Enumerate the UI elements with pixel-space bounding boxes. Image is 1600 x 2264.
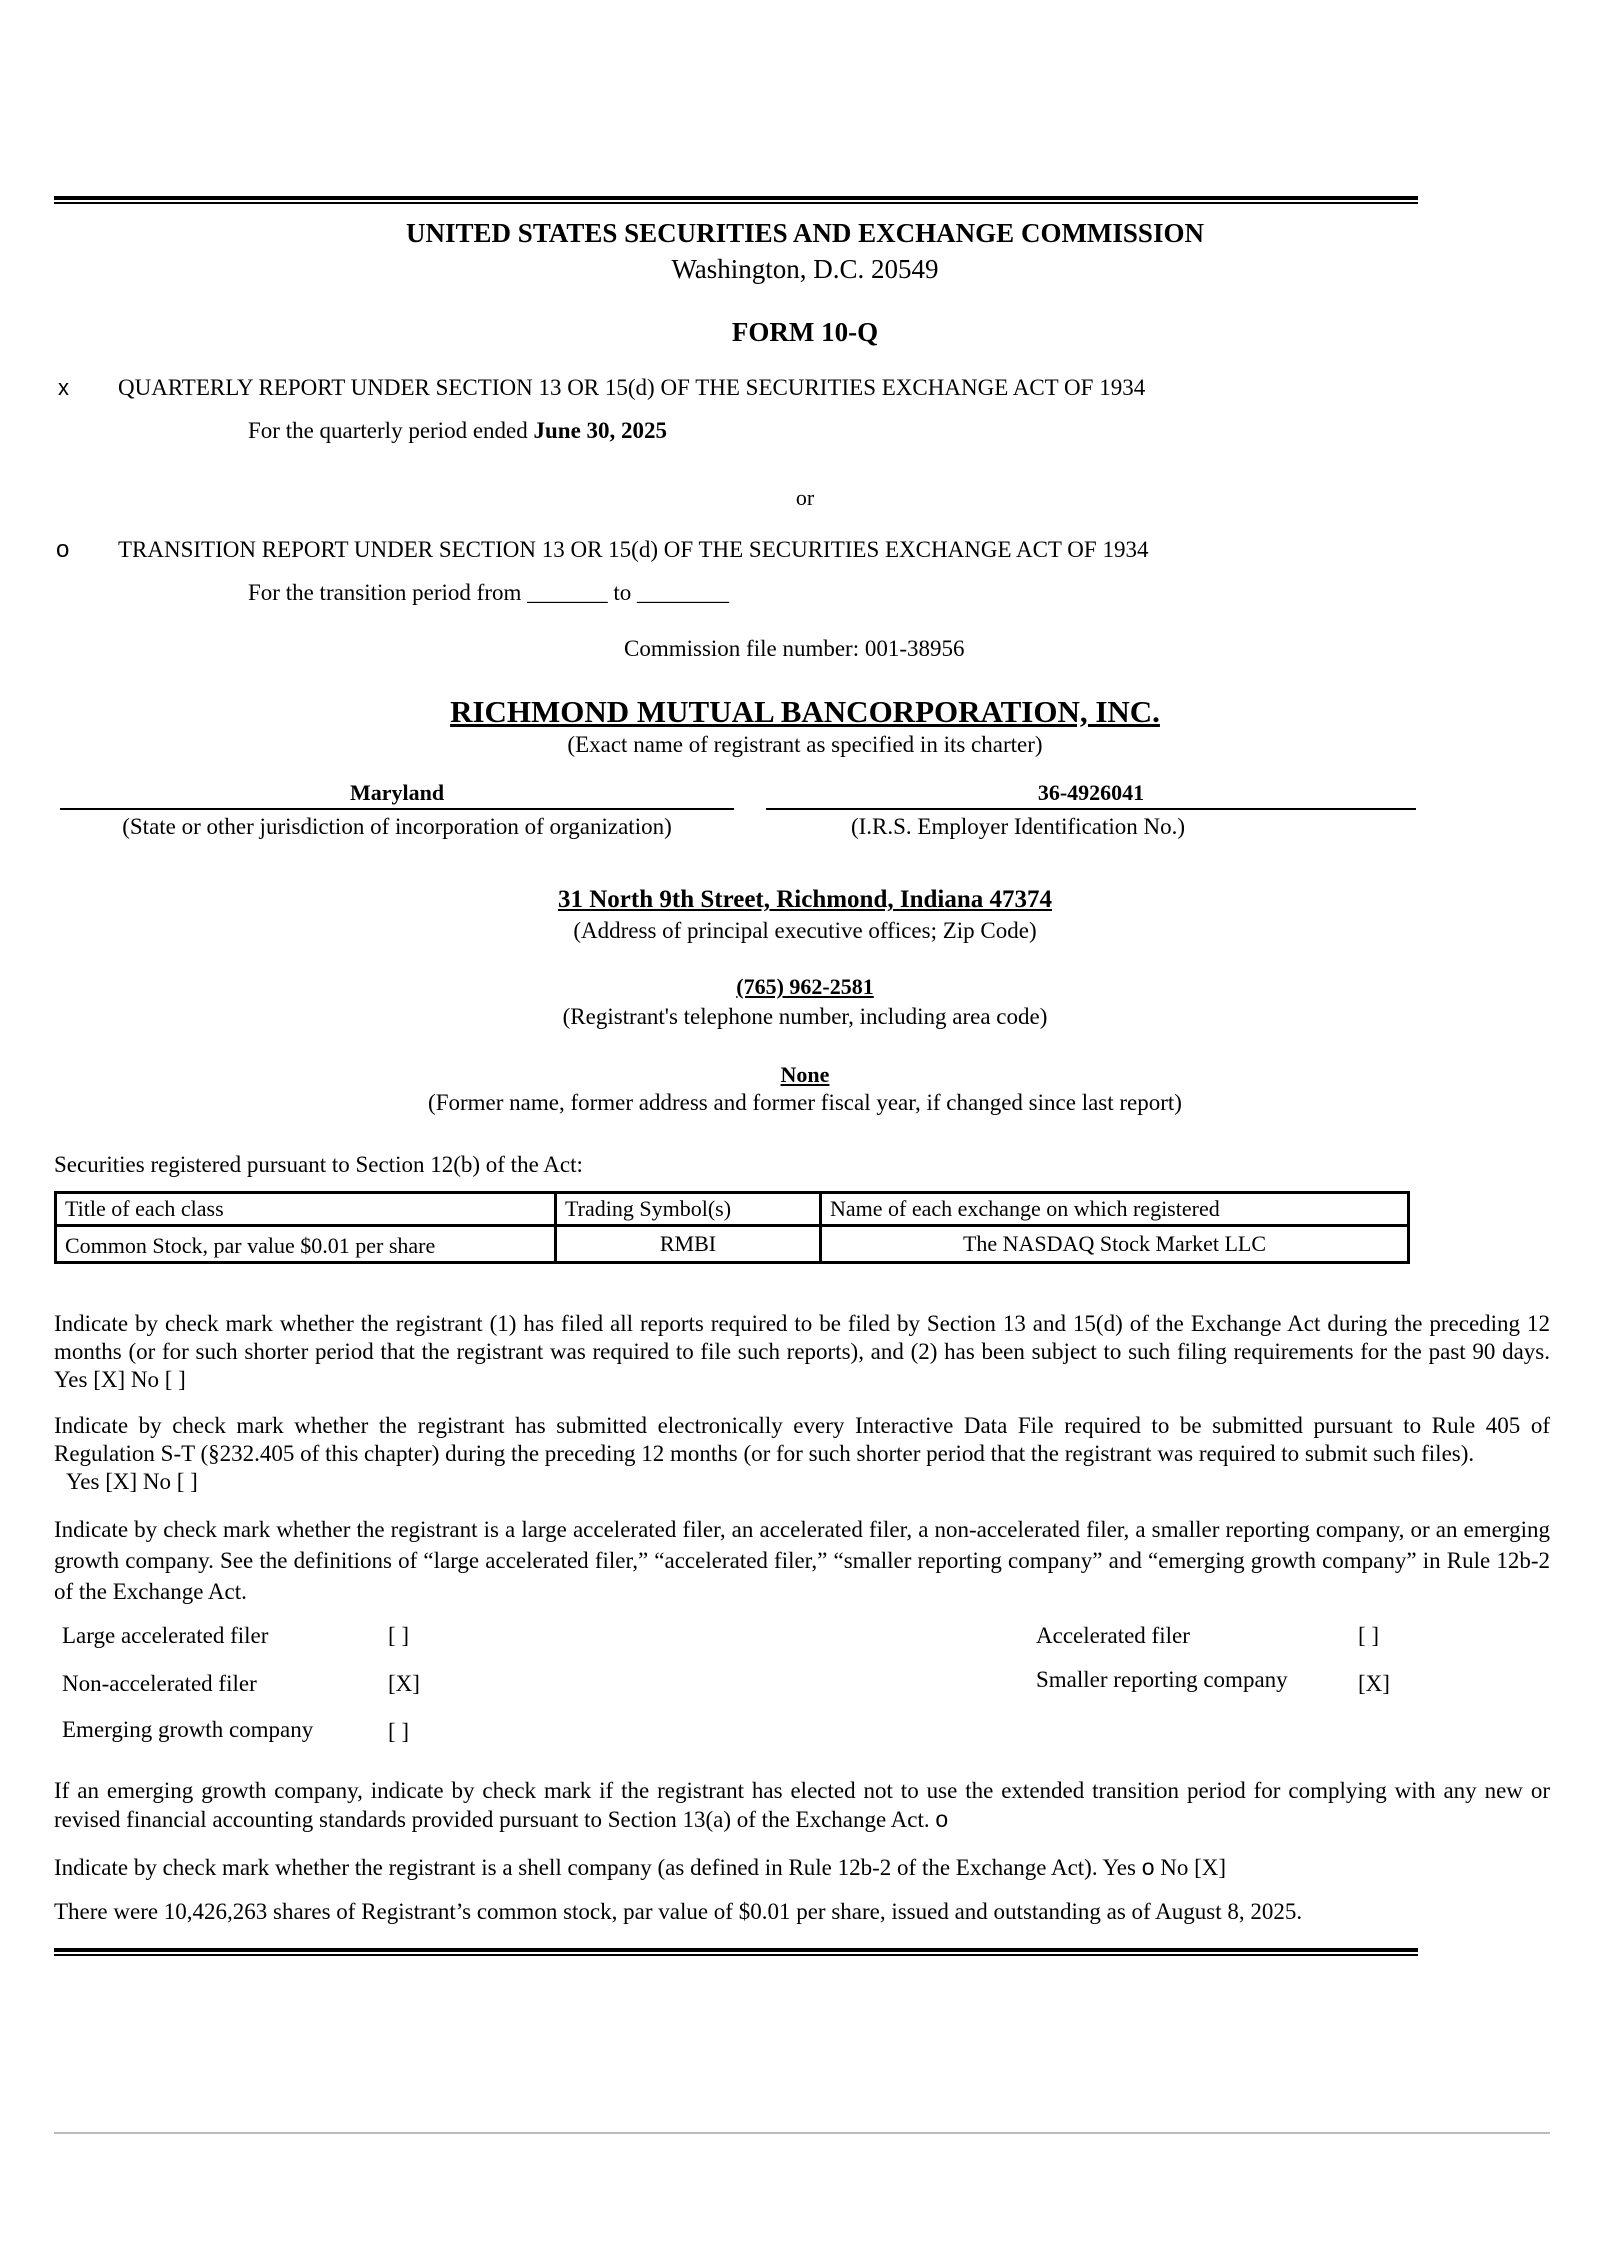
ein-caption: (I.R.S. Employer Identification No.) bbox=[850, 814, 1186, 839]
paragraph-shell-company-text: Indicate by check mark whether the registrant is a shell company (as defined in Rule 12b-2 of the Exchange Act). Yes bbox=[54, 1855, 1136, 1880]
agency-city: Washington, D.C. 20549 bbox=[671, 254, 939, 284]
quarterly-period bbox=[248, 418, 667, 444]
agency-title: UNITED STATES SECURITIES AND EXCHANGE COMMISSION bbox=[406, 218, 1204, 248]
phone-value: (765) 962-2581 bbox=[736, 974, 874, 999]
quarterly-report-label: QUARTERLY REPORT UNDER SECTION 13 OR 15(d) OF THE SECURITIES EXCHANGE ACT OF 1934 bbox=[118, 375, 1146, 400]
transition-period: For the transition period from _______ to ________ bbox=[248, 580, 730, 605]
paragraph-shell-company bbox=[54, 1854, 1226, 1881]
paragraph-shares-outstanding: There were 10,426,263 shares of Registrant’s common stock, par value of $0.01 per share, issued and outstanding as of August 8, 2025. bbox=[54, 1899, 1303, 1924]
bottom-double-rule bbox=[54, 1948, 1418, 1956]
quarterly-period-date: June 30, 2025 bbox=[533, 418, 668, 443]
address-value: 31 North 9th Street, Richmond, Indiana 47374 bbox=[557, 886, 1053, 913]
former-name-value: None bbox=[780, 1062, 830, 1087]
table-header-cell: Name of each exchange on which registered bbox=[821, 1193, 1409, 1226]
address-caption: (Address of principal executive offices; Zip Code) bbox=[573, 918, 1037, 943]
quarterly-period-prefix: For the quarterly period ended bbox=[248, 418, 528, 443]
state-value: Maryland bbox=[349, 780, 445, 805]
table-cell: Common Stock, par value $0.01 per share bbox=[56, 1226, 556, 1263]
smaller-reporting-label: Smaller reporting company bbox=[1036, 1667, 1288, 1692]
table-header-row bbox=[56, 1193, 1409, 1226]
shell-company-yes-mark: o bbox=[1141, 1854, 1155, 1880]
ein-value: 36-4926041 bbox=[1037, 780, 1145, 805]
securities-intro: Securities registered pursuant to Section 12(b) of the Act: bbox=[54, 1152, 583, 1177]
paragraph-reports-filed: Indicate by check mark whether the registrant (1) has filed all reports required to be filed by Section 13 and 15(d) of the Exchange Act during the preceding 12 months (or for such shorter period that the registrant was required to file such reports), and (2) has been subject to such filing requirements for the past 90 days. Yes [X] No [ ] bbox=[54, 1311, 1550, 1392]
ein-underline bbox=[766, 808, 1416, 810]
former-name-caption: (Former name, former address and former fiscal year, if changed since last report) bbox=[428, 1090, 1182, 1115]
top-double-rule bbox=[54, 196, 1418, 204]
transition-checkbox-mark: o bbox=[56, 536, 70, 563]
non-accelerated-filer-checkbox: [X] bbox=[388, 1671, 420, 1696]
or-separator: or bbox=[795, 485, 815, 510]
registrant-name: RICHMOND MUTUAL BANCORPORATION, INC. bbox=[450, 694, 1160, 729]
table-row bbox=[56, 1226, 1409, 1263]
table-header-cell: Title of each class bbox=[56, 1193, 556, 1226]
paragraph-filer-status: Indicate by check mark whether the registrant is a large accelerated filer, an accelerated filer, a non-accelerated filer, a smaller reporting company, or an emerging growth company. See the definitions of “large accelerated filer,” “accelerated filer,” “smaller reporting company” and “emerging growth company” in Rule 12b-2 of the Exchange Act. bbox=[54, 1517, 1550, 1604]
smaller-reporting-checkbox: [X] bbox=[1358, 1671, 1390, 1696]
accelerated-filer-label: Accelerated filer bbox=[1036, 1623, 1190, 1648]
paragraph-extended-transition-text: If an emerging growth company, indicate by check mark if the registrant has elected not to use the extended transition period for complying with any new or revised financial accounting standards provided pursuant to Section 13(a) of the Exchange Act. bbox=[54, 1778, 1550, 1832]
large-accelerated-filer-checkbox: [ ] bbox=[388, 1623, 410, 1648]
page-footer-rule bbox=[54, 2132, 1550, 2134]
form-title: FORM 10-Q bbox=[731, 317, 879, 347]
paragraph-interactive-data-text: Indicate by check mark whether the registrant has submitted electronically every Interactive Data File required to be submitted pursuant to Rule 405 of Regulation S-T (§232.405 of this chapter) during the preceding 12 months (or for such shorter period that the registrant was required to submit such files). bbox=[54, 1413, 1550, 1466]
large-accelerated-filer-label: Large accelerated filer bbox=[62, 1623, 269, 1648]
accelerated-filer-checkbox: [ ] bbox=[1358, 1623, 1380, 1648]
phone-caption: (Registrant's telephone number, including area code) bbox=[562, 1004, 1048, 1029]
registrant-name-caption: (Exact name of registrant as specified in its charter) bbox=[567, 732, 1043, 757]
table-cell: RMBI bbox=[556, 1226, 821, 1263]
transition-report-label: TRANSITION REPORT UNDER SECTION 13 OR 15(d) OF THE SECURITIES EXCHANGE ACT OF 1934 bbox=[118, 537, 1149, 562]
securities-table bbox=[54, 1191, 1410, 1264]
extended-transition-mark: o bbox=[935, 1806, 949, 1832]
table-cell: The NASDAQ Stock Market LLC bbox=[821, 1226, 1409, 1263]
quarterly-checkbox-mark: x bbox=[58, 375, 69, 400]
paragraph-extended-transition bbox=[54, 1776, 1550, 1834]
non-accelerated-filer-label: Non-accelerated filer bbox=[62, 1671, 257, 1696]
commission-file-number: Commission file number: 001-38956 bbox=[624, 636, 965, 661]
state-underline bbox=[60, 808, 734, 810]
emerging-growth-checkbox: [ ] bbox=[388, 1719, 410, 1744]
paragraph-interactive-data bbox=[54, 1412, 1550, 1496]
emerging-growth-label: Emerging growth company bbox=[62, 1717, 314, 1742]
state-caption: (State or other jurisdiction of incorporation of organization) bbox=[122, 814, 672, 839]
shell-company-no: No [X] bbox=[1160, 1855, 1227, 1880]
paragraph-interactive-data-answer: Yes [X] No [ ] bbox=[66, 1469, 198, 1494]
table-header-cell: Trading Symbol(s) bbox=[556, 1193, 821, 1226]
